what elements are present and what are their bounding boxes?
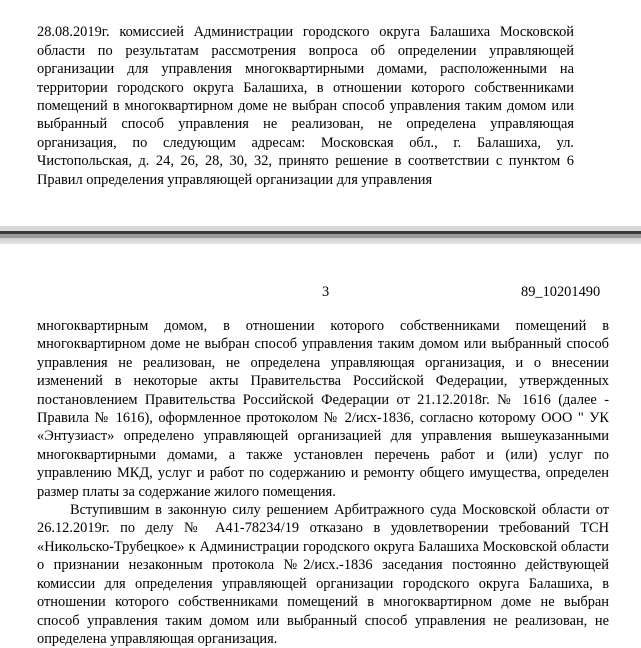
page-body	[37, 317, 609, 648]
paragraph-court-decision: Вступившим в законную силу решением Арбитражного суда Московской области от 26.12.2019г. по делу № А41-78234/19 отказано в удовлетворении требований ТСН «Никольско-Трубецкое» к Администрации городского округа Балашиха Московской области о признании незаконным протокола №2/исх.-1836 заседания постоянно действующей комиссии для определения управляющей организации городского округа Балашиха, в отношении которого собственниками помещений в многоквартирном доме не выбран способ управления таким домом или выбранный способ управления не реализован, не определена управляющая организация.	[37, 502, 609, 647]
document-code: 89_10201490	[521, 284, 601, 300]
page-number: 3	[322, 284, 330, 300]
page-break-separator	[0, 226, 641, 244]
paragraph-continuation: многоквартирным домом, в отношении которого собственниками помещений в многоквартирном доме не выбран способ управления таким домом или выбранный способ управления не реализован, не определена управляющая организация, и о внесении изменений в некоторые акты Правительства Российской Федерации, утвержденных постановлением Правительства Российской Федерации от 21.12.2018г. № 1616 (далее - Правила № 1616), оформленное протоколом № 2/исх-1836, согласно которому ООО " УК «Энтузиаст» определено управляющей организацией для управления вышеуказанными многоквартирными домами, а также установлен перечень работ и (или) услуг по управлению МКД, услуг и работ по содержанию и ремонту общего имущества, определен размер платы за содержание жилого помещения.	[37, 318, 609, 500]
document-page-top	[0, 0, 641, 226]
top-paragraph: 28.08.2019г. комиссией Администрации городского округа Балашиха Московской области по результатам рассмотрения вопроса об определении управляющей организации для управления многоквартирными домами, расположенными на территории городского округа Балашиха, в отношении которого собственниками помещений в многоквартирном доме не выбран способ управления таким домом или выбранный способ управления не реализован, не определена управляющая организация, по следующим адресам: Московская обл., г. Балашиха, ул. Чистопольская, д. 24, 26, 28, 30, 32, принято решение в соответствии с пунктом 6 Правил определения управляющей организации для управления	[37, 24, 574, 188]
document-page-bottom	[0, 244, 641, 647]
